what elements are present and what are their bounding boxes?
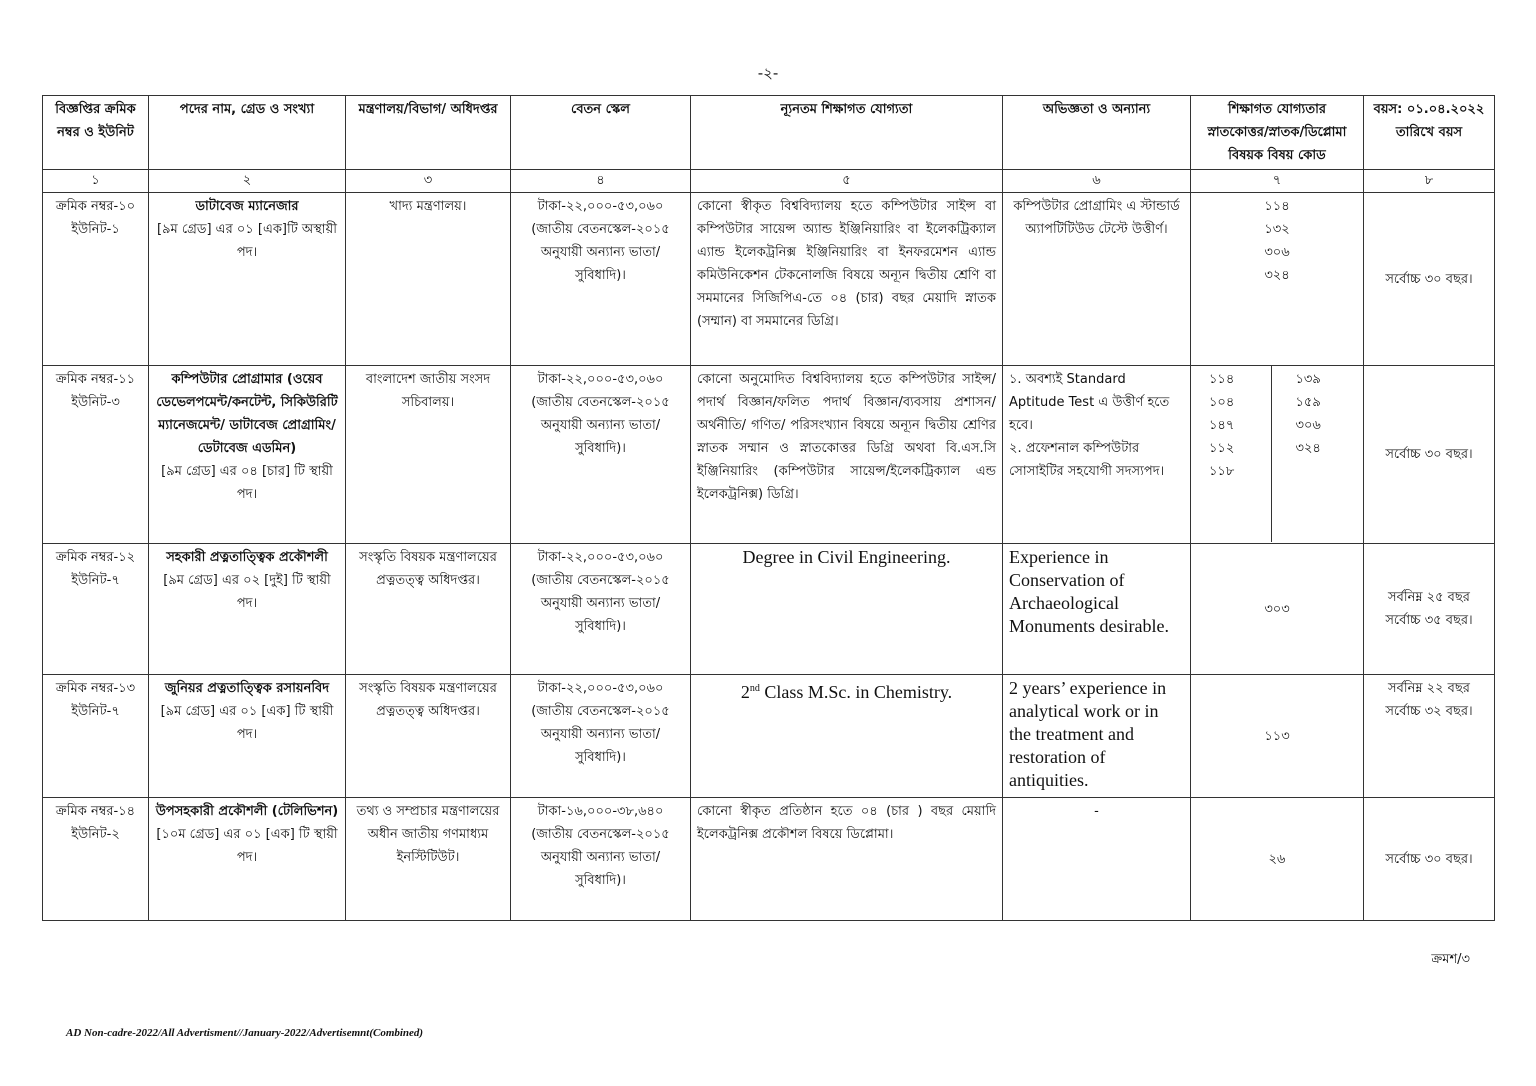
pay-scale: টাকা-২২,০০০-৫৩,০৬০ (জাতীয় বেতনস্কেল-২০১৫ অনুযায়ী অন্যান্য ভাতা/ সুবিধাদি)। xyxy=(511,193,691,366)
ministry: বাংলাদেশ জাতীয় সংসদ সচিবালয়। xyxy=(346,366,511,544)
col-num: ৩ xyxy=(346,170,511,193)
serial: ক্রমিক নম্বর-১২ ইউনিট-৭ xyxy=(43,544,149,675)
education-text: Class M.Sc. in Chemistry. xyxy=(759,682,953,702)
header-experience: অভিজ্ঞতা ও অন্যান্য xyxy=(1003,96,1191,170)
subject-codes xyxy=(1191,193,1364,366)
col-num: ৫ xyxy=(691,170,1003,193)
age: সর্বোচ্চ ৩০ বছর। xyxy=(1364,798,1495,921)
col-num: ১ xyxy=(43,170,149,193)
education: কোনো স্বীকৃত বিশ্ববিদ্যালয় হতে কম্পিউটার সাইন্স বা কম্পিউটার সায়েন্স অ্যান্ড ইঞ্জিনিয়ারিং বা ইলেকট্রিক্যাল এ্যান্ড ইলেকট্রনিক্স ইঞ্জিনিয়ারিং বা ইনফরমেশন এ্যান্ড কমিউনিকেশন টেকনোলজি বিষয়ে অন্যূন দ্বিতীয় শ্রেণি বা সমমানের সিজিপিএ-তে ০৪ (চার) বছর মেয়াদি স্নাতক (সম্মান) বা সমমানের ডিগ্রি। xyxy=(691,193,1003,366)
age: সর্বোচ্চ ৩০ বছর। xyxy=(1364,193,1495,366)
serial: ক্রমিক নম্বর-১৩ ইউনিট-৭ xyxy=(43,675,149,798)
post-title: কম্পিউটার প্রোগ্রামার (ওয়েব ডেভেলপমেন্ট/কনটেন্ট, সিকিউরিটি ম্যানেজমেন্ট/ ডাটাবেজ প্রোগ্রামিং/ ডেটাবেজ এডমিন) xyxy=(156,372,338,456)
code: ৩২৪ xyxy=(1264,268,1290,283)
header-age: বয়স: ০১.০৪.২০২২ তারিখে বয়স xyxy=(1364,96,1495,170)
subject-code: ২৬ xyxy=(1191,798,1364,921)
post-title: ডাটাবেজ ম্যানেজার xyxy=(195,199,299,214)
header-education: ন্যূনতম শিক্ষাগত যোগ্যতা xyxy=(691,96,1003,170)
experience: - xyxy=(1003,798,1191,921)
experience-item: ১. অবশ্যই Standard Aptitude Test এ উত্তীর্ণ হতে হবে। xyxy=(1009,372,1170,433)
header-codes: শিক্ষাগত যোগ্যতার স্নাতকোত্তর/স্নাতক/ডিপ্লোমা বিষয়ক বিষয় কোড xyxy=(1191,96,1364,170)
post-title: উপসহকারী প্রকৌশলী (টেলিভিশন) xyxy=(155,804,339,819)
education-ordinal: 2 xyxy=(740,682,750,702)
pay-scale: টাকা-২২,০০০-৫৩,০৬০ (জাতীয় বেতনস্কেল-২০১৫ অনুযায়ী অন্যান্য ভাতা/ সুবিধাদি)। xyxy=(511,544,691,675)
footer-path: AD Non-cadre-2022/All Advertisment//January-2022/Advertisemnt(Combined) xyxy=(66,1027,424,1039)
pay-scale: টাকা-১৬,০০০-৩৮,৬৪০ (জাতীয় বেতনস্কেল-২০১৫ অনুযায়ী অন্যান্য ভাতা/সুবিধাদি)। xyxy=(511,798,691,921)
ministry: সংস্কৃতি বিষয়ক মন্ত্রণালয়ের প্রত্নতত্ত্ব অধিদপ্তর। xyxy=(346,544,511,675)
age: সর্বনিম্ন ২২ বছর সর্বোচ্চ ৩২ বছর। xyxy=(1364,675,1495,798)
code: ৩০৬ xyxy=(1264,245,1290,260)
code: ১৫৯ xyxy=(1295,395,1321,410)
continued-note: ক্রমশ/৩ xyxy=(1431,952,1470,967)
serial: ক্রমিক নম্বর-১১ ইউনিট-৩ xyxy=(43,366,149,544)
header-row xyxy=(43,96,1495,170)
pay-scale: টাকা-২২,০০০-৫৩,০৬০ (জাতীয় বেতনস্কেল-২০১৫ অনুযায়ী অন্যান্য ভাতা/ সুবিধাদি)। xyxy=(511,366,691,544)
experience: কম্পিউটার প্রোগ্রামিং এ স্টান্ডার্ড অ্যাপটিটিউড টেস্টে উত্তীর্ণ। xyxy=(1003,193,1191,366)
header-ministry: মন্ত্রণালয়/বিভাগ/ অধিদপ্তর xyxy=(346,96,511,170)
code: ১১৪ xyxy=(1209,372,1235,387)
code: ১৩২ xyxy=(1264,222,1290,237)
post xyxy=(149,544,346,675)
post-detail: [১০ম গ্রেড] এর ০১ [এক] টি স্থায়ী পদ। xyxy=(156,827,338,865)
code: ১১৮ xyxy=(1209,464,1235,479)
code: ১৪৭ xyxy=(1209,418,1235,433)
post-detail: [৯ম গ্রেড] এর ০১ [এক] টি স্থায়ী পদ। xyxy=(160,704,334,742)
post-title: সহকারী প্রত্নতাত্ত্বিক প্রকৌশলী xyxy=(166,550,328,565)
post xyxy=(149,798,346,921)
post xyxy=(149,366,346,544)
header-pay: বেতন স্কেল xyxy=(511,96,691,170)
ministry: তথ্য ও সম্প্রচার মন্ত্রণালয়ের অধীন জাতীয় গণমাধ্যম ইনস্টিটিউট। xyxy=(346,798,511,921)
code: ৩২৪ xyxy=(1295,441,1321,456)
code: ১৩৯ xyxy=(1295,372,1321,387)
ministry: খাদ্য মন্ত্রণালয়। xyxy=(346,193,511,366)
code: ১১২ xyxy=(1209,441,1235,456)
experience: 2 years’ experience in analytical work or in the treatment and restoration of antiquities. xyxy=(1003,675,1191,798)
subject-code: ৩০৩ xyxy=(1191,544,1364,675)
col-num: ২ xyxy=(149,170,346,193)
table-row xyxy=(43,193,1495,366)
serial: ক্রমিক নম্বর-১৪ ইউনিট-২ xyxy=(43,798,149,921)
education: কোনো স্বীকৃত প্রতিষ্ঠান হতে ০৪ (চার ) বছর মেয়াদি ইলেকট্রনিক্স প্রকৌশল বিষয়ে ডিপ্লোমা। xyxy=(691,798,1003,921)
table-row xyxy=(43,798,1495,921)
col-num: ৮ xyxy=(1364,170,1495,193)
table-row xyxy=(43,366,1495,544)
age: সর্বোচ্চ ৩০ বছর। xyxy=(1364,366,1495,544)
code: ১১৪ xyxy=(1264,199,1290,214)
education xyxy=(691,675,1003,798)
experience-item: ২. প্রফেশনাল কম্পিউটার সোসাইটির সহযোগী সদস্যপদ। xyxy=(1009,441,1165,479)
experience: Experience in Conservation of Archaeological Monuments desirable. xyxy=(1003,544,1191,675)
job-table xyxy=(42,95,1495,921)
col-num: ৭ xyxy=(1191,170,1364,193)
code: ১০৪ xyxy=(1209,395,1235,410)
table-row xyxy=(43,544,1495,675)
post-detail: [৯ম গ্রেড] এর ০৪ [চার] টি স্থায়ী পদ। xyxy=(161,464,333,502)
page-number: -২- xyxy=(757,64,779,82)
header-post: পদের নাম, গ্রেড ও সংখ্যা xyxy=(149,96,346,170)
subject-codes xyxy=(1191,366,1364,544)
subject-code: ১১৩ xyxy=(1191,675,1364,798)
col-num: ৬ xyxy=(1003,170,1191,193)
ministry: সংস্কৃতি বিষয়ক মন্ত্রণালয়ের প্রত্নতত্ত্ব অধিদপ্তর। xyxy=(346,675,511,798)
experience xyxy=(1003,366,1191,544)
serial: ক্রমিক নম্বর-১০ ইউনিট-১ xyxy=(43,193,149,366)
post xyxy=(149,675,346,798)
col-num: ৪ xyxy=(511,170,691,193)
header-serial: বিজ্ঞপ্তির ক্রমিক নম্বর ও ইউনিট xyxy=(43,96,149,170)
education: Degree in Civil Engineering. xyxy=(691,544,1003,675)
table-row xyxy=(43,675,1495,798)
education: কোনো অনুমোদিত বিশ্ববিদ্যালয় হতে কম্পিউটার সাইন্স/পদার্থ বিজ্ঞান/ফলিত পদার্থ বিজ্ঞান/ব্যবসায় প্রশাসন/অর্থনীতি/ গণিত/ পরিসংখ্যান বিষয়ে অন্যূন দ্বিতীয় শ্রেণির স্নাতক সম্মান ও স্নাতকোত্তর ডিগ্রি অথবা বি.এস.সি ইঞ্জিনিয়ারিং (কম্পিউটার সায়েন্স/ইলেকট্রিক্যাল এন্ড ইলেকট্রনিক্স) ডিগ্রি। xyxy=(691,366,1003,544)
post-detail: [৯ম গ্রেড] এর ০২ [দুই] টি স্থায়ী পদ। xyxy=(163,573,331,611)
column-number-row xyxy=(43,170,1495,193)
pay-scale: টাকা-২২,০০০-৫৩,০৬০ (জাতীয় বেতনস্কেল-২০১৫ অনুযায়ী অন্যান্য ভাতা/ সুবিধাদি)। xyxy=(511,675,691,798)
post-detail: [৯ম গ্রেড] এর ০১ [এক]টি অস্থায়ী পদ। xyxy=(157,222,337,260)
education-ordinal-suffix: nd xyxy=(749,683,760,694)
age: সর্বনিম্ন ২৫ বছর সর্বোচ্চ ৩৫ বছর। xyxy=(1364,544,1495,675)
post xyxy=(149,193,346,366)
post-title: জুনিয়র প্রত্নতাত্ত্বিক রসায়নবিদ xyxy=(164,681,330,696)
code: ৩০৬ xyxy=(1295,418,1321,433)
